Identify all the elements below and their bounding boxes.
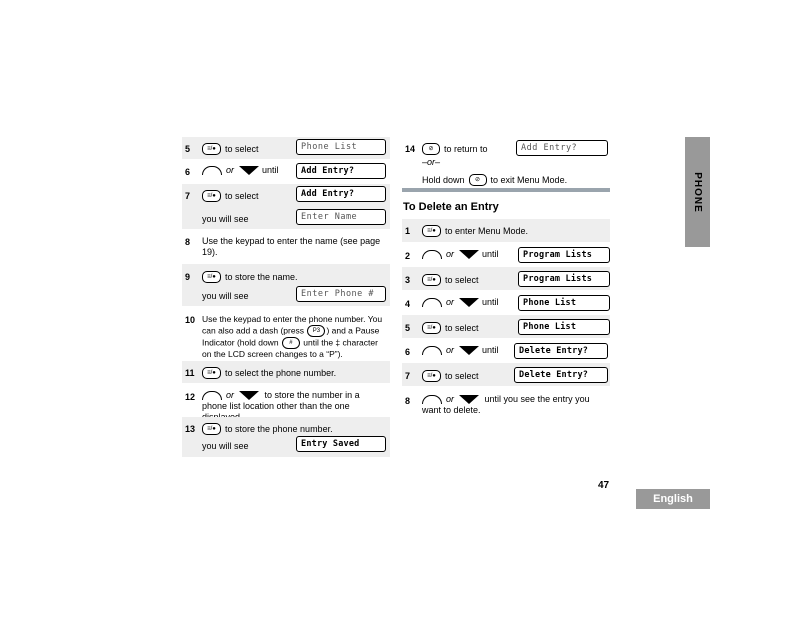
step-number: 5 (405, 323, 411, 333)
delete-step-1 (402, 219, 610, 243)
step-number: 11 (185, 368, 195, 378)
step-14 (402, 137, 610, 188)
step-text: until (482, 297, 499, 307)
step-6 (182, 160, 390, 184)
step-text: to store the name. (225, 272, 298, 282)
lcd-display: Phone List (296, 139, 386, 155)
menu-key-icon: ≡/● (422, 274, 441, 286)
scroll-up-icon (202, 166, 222, 175)
step-number: 13 (185, 424, 196, 434)
step-text: to select (445, 371, 479, 381)
scroll-up-icon (202, 391, 222, 400)
step-number: 14 (405, 144, 416, 154)
or-text: –or– (422, 157, 441, 167)
step-number: 10 (185, 315, 196, 325)
step-number: 5 (185, 144, 191, 154)
menu-key-icon: ≡/● (202, 271, 221, 283)
lcd-display: Enter Phone # (296, 286, 386, 302)
scroll-up-icon (422, 346, 442, 355)
step-text: to select (445, 275, 479, 285)
or-text: or (446, 297, 455, 307)
menu-key-icon: ≡/● (202, 367, 221, 379)
step-text: or until you see the entry you want to delete. (422, 394, 590, 415)
step-8 (182, 230, 390, 264)
lcd-display: Add Entry? (296, 186, 386, 202)
delete-step-8 (402, 387, 610, 420)
lcd-display: Add Entry? (516, 140, 608, 156)
step-text: to select (225, 191, 259, 201)
menu-key-icon: ≡/● (422, 225, 441, 237)
step-text: to select (225, 144, 259, 154)
sub-text: you will see (202, 441, 249, 451)
exit-key-icon: ⊘ (469, 174, 487, 186)
scroll-down-icon (459, 346, 479, 355)
step-number: 12 (185, 392, 196, 402)
step-number: 6 (185, 167, 191, 177)
or-text: or (446, 345, 455, 355)
step-7 (182, 184, 390, 230)
lcd-display: Program Lists (518, 271, 610, 287)
scroll-up-icon (422, 250, 442, 259)
step-number: 3 (405, 275, 411, 285)
lcd-display: Phone List (518, 319, 610, 335)
step-number: 9 (185, 272, 191, 282)
delete-steps (402, 219, 610, 420)
hold-text-2: to exit Menu Mode. (490, 175, 568, 185)
step-text: Use the keypad to enter the phone number. You can also add a dash (press P3 ) and a Pause Indicator (hold down # until the ‡ character on the LCD screen changes to a “P”). (202, 314, 383, 359)
lcd-display: Program Lists (518, 247, 610, 263)
scroll-down-icon (459, 250, 479, 259)
sub-text: you will see (202, 214, 249, 224)
sub-text: you will see (202, 291, 249, 301)
lcd-display: Delete Entry? (514, 343, 608, 359)
step-text: to return to (444, 144, 488, 154)
step-5 (182, 137, 390, 160)
step-number: 4 (405, 299, 411, 309)
menu-key-icon: ≡/● (422, 322, 441, 334)
step-number: 2 (405, 251, 411, 261)
scroll-up-icon (422, 395, 442, 404)
step-number: 8 (405, 396, 411, 406)
menu-key-icon: ≡/● (202, 423, 221, 435)
right-column (402, 137, 610, 188)
side-tab-label: PHONE (692, 171, 703, 213)
step-text: Use the keypad to enter the name (see page 19). (202, 236, 381, 257)
lcd-display: Phone List (518, 295, 610, 311)
left-column (182, 137, 390, 458)
menu-key-icon: ≡/● (422, 370, 441, 382)
scroll-up-icon (422, 298, 442, 307)
scroll-down-icon (239, 166, 259, 175)
p3-key-icon: P3 (307, 325, 325, 337)
step-text: to enter Menu Mode. (445, 226, 529, 236)
lcd-display: Add Entry? (296, 163, 386, 179)
delete-step-4 (402, 291, 610, 315)
step-number: 6 (405, 347, 411, 357)
or-text: or (446, 249, 455, 259)
section-divider (402, 188, 610, 192)
pound-key-icon: # (282, 337, 300, 349)
scroll-down-icon (459, 395, 479, 404)
step-text: until (482, 249, 499, 259)
step-10 (182, 307, 390, 361)
delete-step-7 (402, 363, 610, 387)
scroll-down-icon (459, 298, 479, 307)
menu-key-icon: ≡/● (202, 143, 221, 155)
delete-step-3 (402, 267, 610, 291)
language-tab: English (636, 489, 710, 509)
section-title: To Delete an Entry (403, 201, 499, 213)
step-text: or to store the number in a phone list location other than the one (202, 390, 360, 411)
exit-key-icon: ⊘ (422, 143, 440, 155)
step-text: until (262, 165, 279, 175)
step-number: 1 (405, 226, 411, 236)
step-number: 7 (185, 191, 191, 201)
lcd-display: Enter Name (296, 209, 386, 225)
step-11 (182, 361, 390, 384)
step-12 (182, 384, 390, 417)
lcd-display: Entry Saved (296, 436, 386, 452)
delete-step-5 (402, 315, 610, 339)
step-text: until (482, 345, 499, 355)
delete-step-2 (402, 243, 610, 267)
step-number: 7 (405, 371, 411, 381)
or-text: or (226, 165, 235, 175)
step-number: 8 (185, 237, 191, 247)
step-13 (182, 417, 390, 458)
step-text: to store the phone number. (225, 424, 333, 434)
page-number: 47 (598, 480, 610, 491)
step-text: to select (445, 323, 479, 333)
scroll-down-icon (239, 391, 259, 400)
menu-key-icon: ≡/● (202, 190, 221, 202)
step-text: to select the phone number. (225, 368, 337, 378)
hold-text: Hold down (422, 175, 465, 185)
step-9 (182, 264, 390, 307)
lcd-display: Delete Entry? (514, 367, 608, 383)
delete-step-6 (402, 339, 610, 363)
